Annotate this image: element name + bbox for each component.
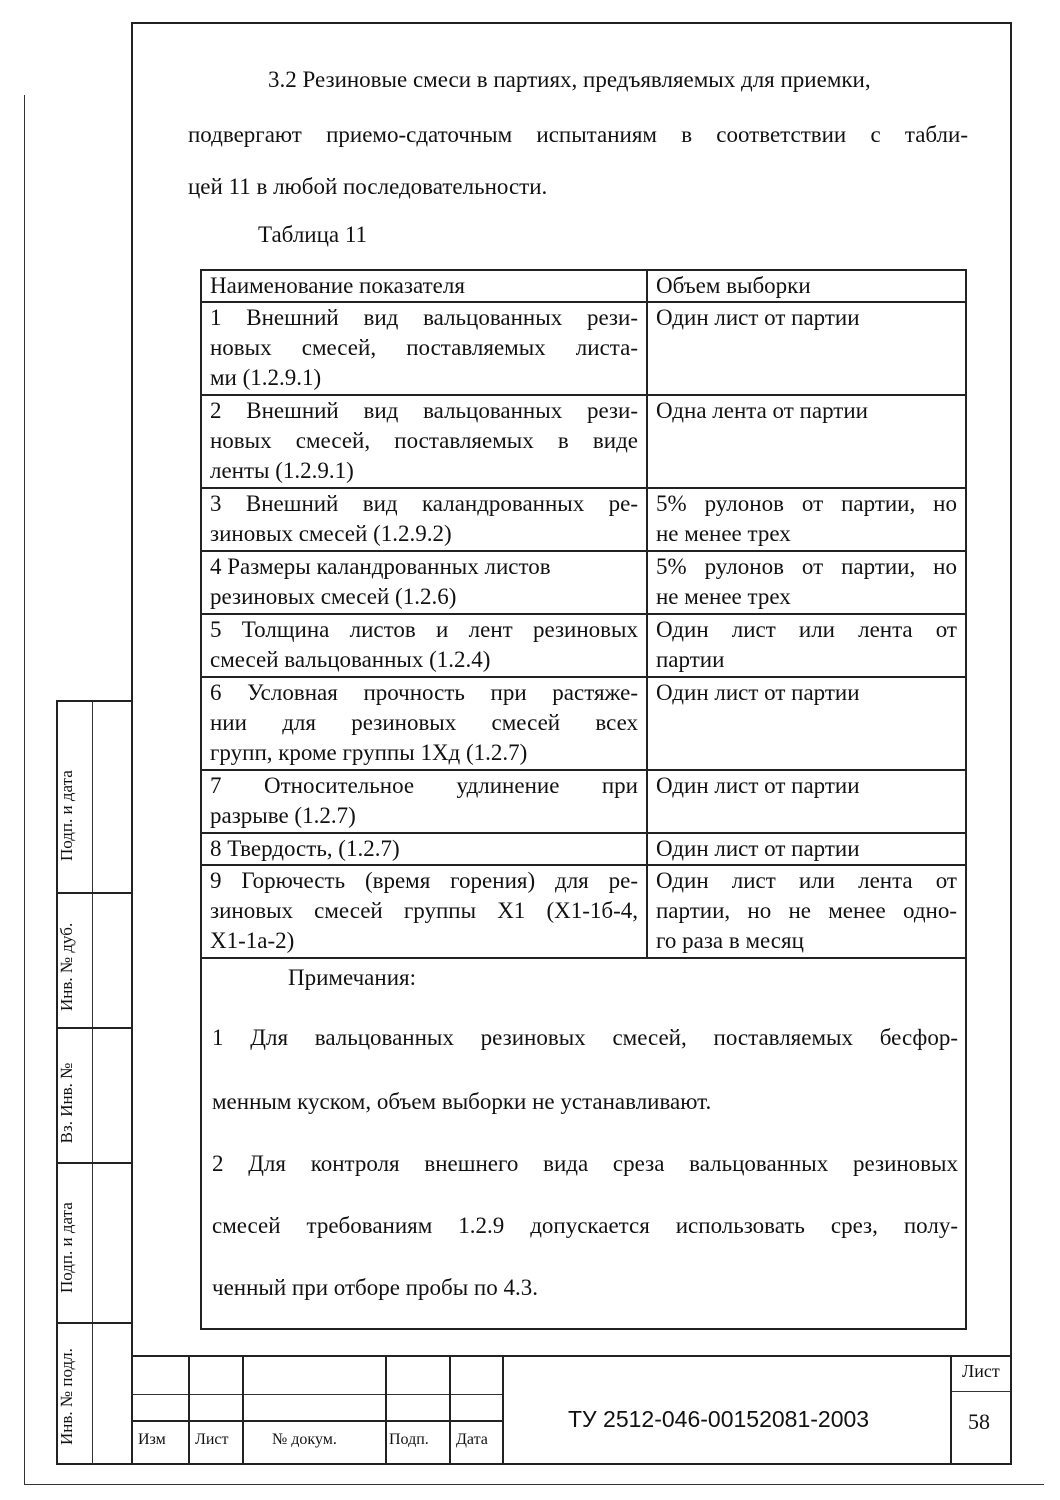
table-row (201, 865, 966, 958)
table-header-row (201, 270, 966, 302)
col-label-signature: Подп. (389, 1431, 429, 1448)
table-row (201, 551, 966, 614)
title-block-top-line (131, 1355, 1011, 1357)
side-label-repl-inv: Вз. Инв. № (57, 1062, 76, 1144)
frame-right-border (1010, 22, 1012, 1464)
side-stamp-divider (56, 1162, 132, 1164)
side-stamp-divider (56, 1027, 132, 1029)
header-sample-size: Объем выборки (647, 270, 966, 302)
indicator-cell: 2 Внешний вид вальцованных рези- новых смесей, поставляемых в виде ленты (1.2.9.1) (201, 395, 647, 488)
paragraph-line-1: 3.2 Резиновые смеси в партиях, предъявляемых для приемки, (268, 67, 871, 92)
frame-bottom-border (56, 1463, 1012, 1465)
sampling-table (200, 269, 967, 1330)
indicator-cell: 5 Толщина листов и лент резиновых смесей вальцованных (1.2.4) (201, 614, 647, 677)
col-label-date: Дата (456, 1431, 488, 1448)
frame-left-border (131, 22, 133, 1464)
indicator-cell: 7 Относительное удлинение при разрыве (1.2.7) (201, 770, 647, 833)
indicator-cell: 3 Внешний вид каландрованных ре- зиновых смесей (1.2.9.2) (201, 488, 647, 551)
sample-cell: Один лист или лента от партии (647, 614, 966, 677)
note-line: менным куском, объем выборки не устанавливают. (212, 1089, 712, 1114)
table-row (201, 395, 966, 488)
side-stamp-divider (56, 700, 132, 702)
notes-title: Примечания: (288, 965, 416, 990)
sample-cell: 5% рулонов от партии, но не менее трех (647, 488, 966, 551)
title-block-col-line (188, 1355, 190, 1463)
page-edge-line (24, 95, 25, 1485)
side-label-sign-date: Подп. и дата (57, 770, 76, 861)
table-row (201, 770, 966, 833)
title-block-col-line (502, 1355, 504, 1463)
col-label-change: Изм (138, 1431, 166, 1448)
side-label-dup-inv: Инв. № дуб. (57, 922, 76, 1011)
sheet-box-line (950, 1391, 1011, 1392)
side-stamp-divider (56, 892, 132, 894)
sheet-label: Лист (962, 1361, 1000, 1381)
note-line: 2 Для контроля внешнего вида среза вальцованных резиновых (212, 1151, 958, 1176)
header-indicator-name: Наименование показателя (201, 270, 647, 302)
col-label-doc-no: № докум. (272, 1431, 337, 1448)
indicator-cell: 6 Условная прочность при растяже- нии для резиновых смесей всех групп, кроме группы 1Хд (1.2.7) (201, 677, 647, 770)
title-block-col-line (385, 1355, 387, 1463)
indicator-cell: 8 Твердость, (1.2.7) (201, 833, 647, 865)
sample-cell: 5% рулонов от партии, но не менее трех (647, 551, 966, 614)
sample-cell: Один лист от партии (647, 302, 966, 395)
side-label-sign-date-2: Подп. и дата (57, 1202, 76, 1293)
table-row (201, 833, 966, 865)
sample-cell: Один лист от партии (647, 833, 966, 865)
table-row (201, 614, 966, 677)
sample-cell: Один лист или лента от партии, но не менее одно- го раза в месяц (647, 865, 966, 958)
table-notes-row (201, 958, 966, 1329)
notes-cell (201, 958, 966, 1329)
page-bottom-edge (24, 1484, 1044, 1485)
table-row (201, 677, 966, 770)
table-caption: Таблица 11 (258, 222, 368, 247)
title-block-col-line (449, 1355, 451, 1463)
note-line: смесей требованиям 1.2.9 допускается использовать срез, полу- (212, 1213, 958, 1238)
sample-cell: Один лист от партии (647, 677, 966, 770)
sheet-number: 58 (968, 1409, 990, 1434)
note-line: 1 Для вальцованных резиновых смесей, поставляемых бесфор- (212, 1025, 958, 1050)
title-block-row-line (131, 1420, 503, 1422)
side-stamp-divider (56, 1322, 132, 1324)
note-line: ченный при отборе пробы по 4.3. (212, 1275, 538, 1300)
frame-top-border (131, 22, 1011, 24)
indicator-cell: 4 Размеры каландрованных листов резиновых смесей (1.2.6) (201, 551, 647, 614)
paragraph-line-3: цей 11 в любой последовательности. (188, 174, 548, 199)
sample-cell: Один лист от партии (647, 770, 966, 833)
side-label-orig-inv: Инв. № подл. (57, 1348, 76, 1445)
side-stamp-inner-line (92, 700, 93, 1464)
sample-cell: Одна лента от партии (647, 395, 966, 488)
title-block-row-line (131, 1394, 503, 1395)
document-code: ТУ 2512-046-00152081-2003 (568, 1406, 870, 1432)
indicator-cell: 9 Горючесть (время горения) для ре- зиновых смесей группы Х1 (Х1-1б-4, Х1-1а-2) (201, 865, 647, 958)
title-block-col-line (242, 1355, 244, 1463)
col-label-sheet: Лист (195, 1431, 229, 1448)
title-block-col-line (950, 1355, 952, 1463)
table-row (201, 302, 966, 395)
paragraph-line-2: подвергают приемо-сдаточным испытаниям в соответствии с табли- (188, 122, 968, 147)
table-row (201, 488, 966, 551)
indicator-cell: 1 Внешний вид вальцованных рези- новых смесей, поставляемых листа- ми (1.2.9.1) (201, 302, 647, 395)
